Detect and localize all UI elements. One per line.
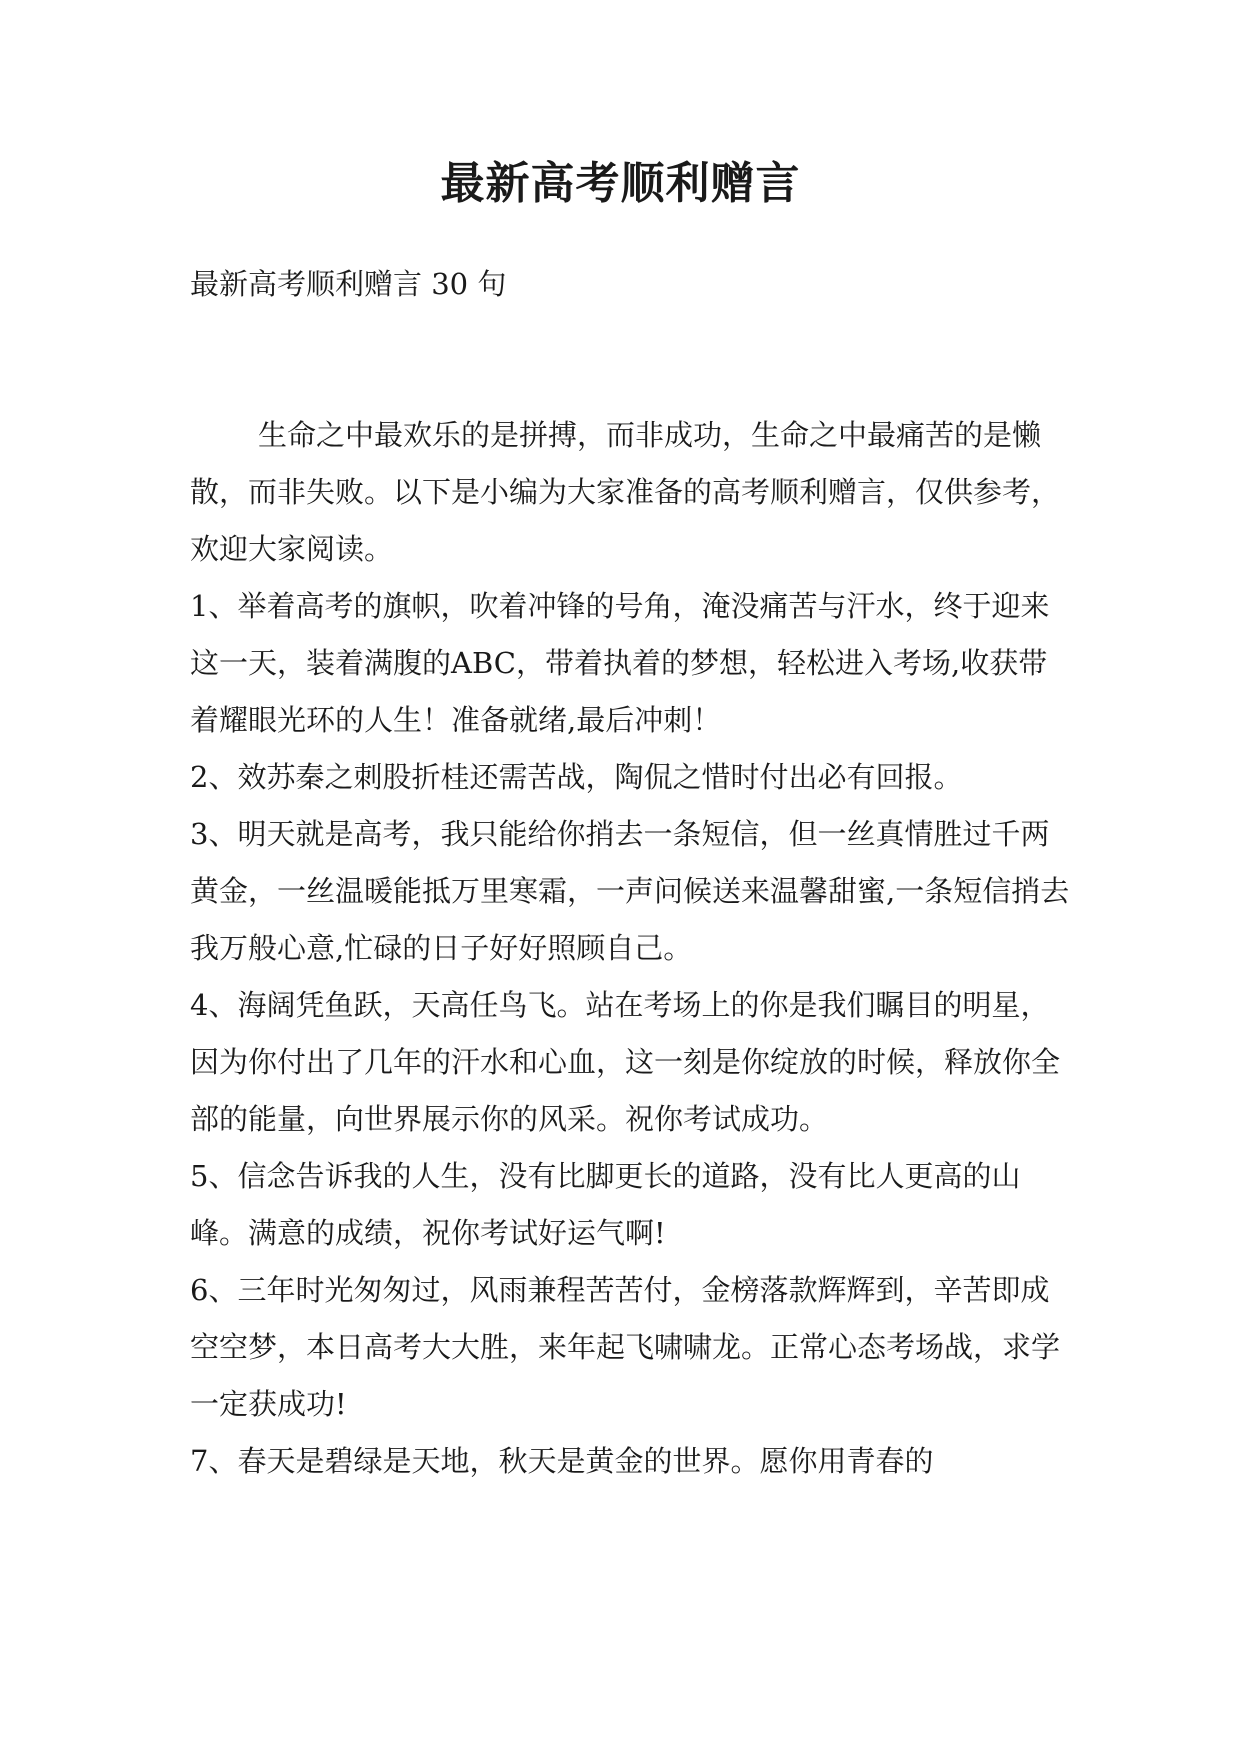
list-item: 2、效苏秦之刺股折桂还需苦战，陶侃之惜时付出必有回报。 (190, 760, 963, 794)
intro-paragraph: 生命之中最欢乐的是拼搏，而非成功，生命之中最痛苦的是懒散，而非失败。以下是小编为大家准备的高考顺利赠言，仅供参考，欢迎大家阅读。 (190, 418, 1061, 566)
list-item: 4、海阔凭鱼跃，天高任鸟飞。站在考场上的你是我们瞩目的明星，因为你付出了几年的汗水和心血，这一刻是你绽放的时候，释放你全部的能量，向世界展示你的风采。祝你考试成功。 (190, 988, 1061, 1136)
document-subtitle: 最新高考顺利赠言 30 句 (190, 267, 507, 301)
list-item: 1、举着高考的旗帜，吹着冲锋的号角，淹没痛苦与汗水，终于迎来这一天，装着满腹的ABC，带着执着的梦想，轻松进入考场,收获带着耀眼光环的人生！准备就绪,最后冲刺！ (190, 589, 1050, 737)
list-item: 7、春天是碧绿是天地，秋天是黄金的世界。愿你用青春的 (190, 1444, 934, 1478)
document-body (190, 407, 1070, 1490)
list-item: 3、明天就是高考，我只能给你捎去一条短信，但一丝真情胜过千两黄金，一丝温暖能抵万里寒霜，一声问候送来温馨甜蜜,一条短信捎去我万般心意,忙碌的日子好好照顾自己。 (190, 817, 1070, 965)
list-item: 6、三年时光匆匆过，风雨兼程苦苦付，金榜落款辉辉到，辛苦即成空空梦，本日高考大大胜，来年起飞啸啸龙。正常心态考场战，求学一定获成功! (190, 1273, 1061, 1421)
document-title: 最新高考顺利赠言 (440, 158, 801, 209)
list-item: 5、信念告诉我的人生，没有比脚更长的道路，没有比人更高的山峰。满意的成绩，祝你考试好运气啊! (190, 1159, 1021, 1250)
